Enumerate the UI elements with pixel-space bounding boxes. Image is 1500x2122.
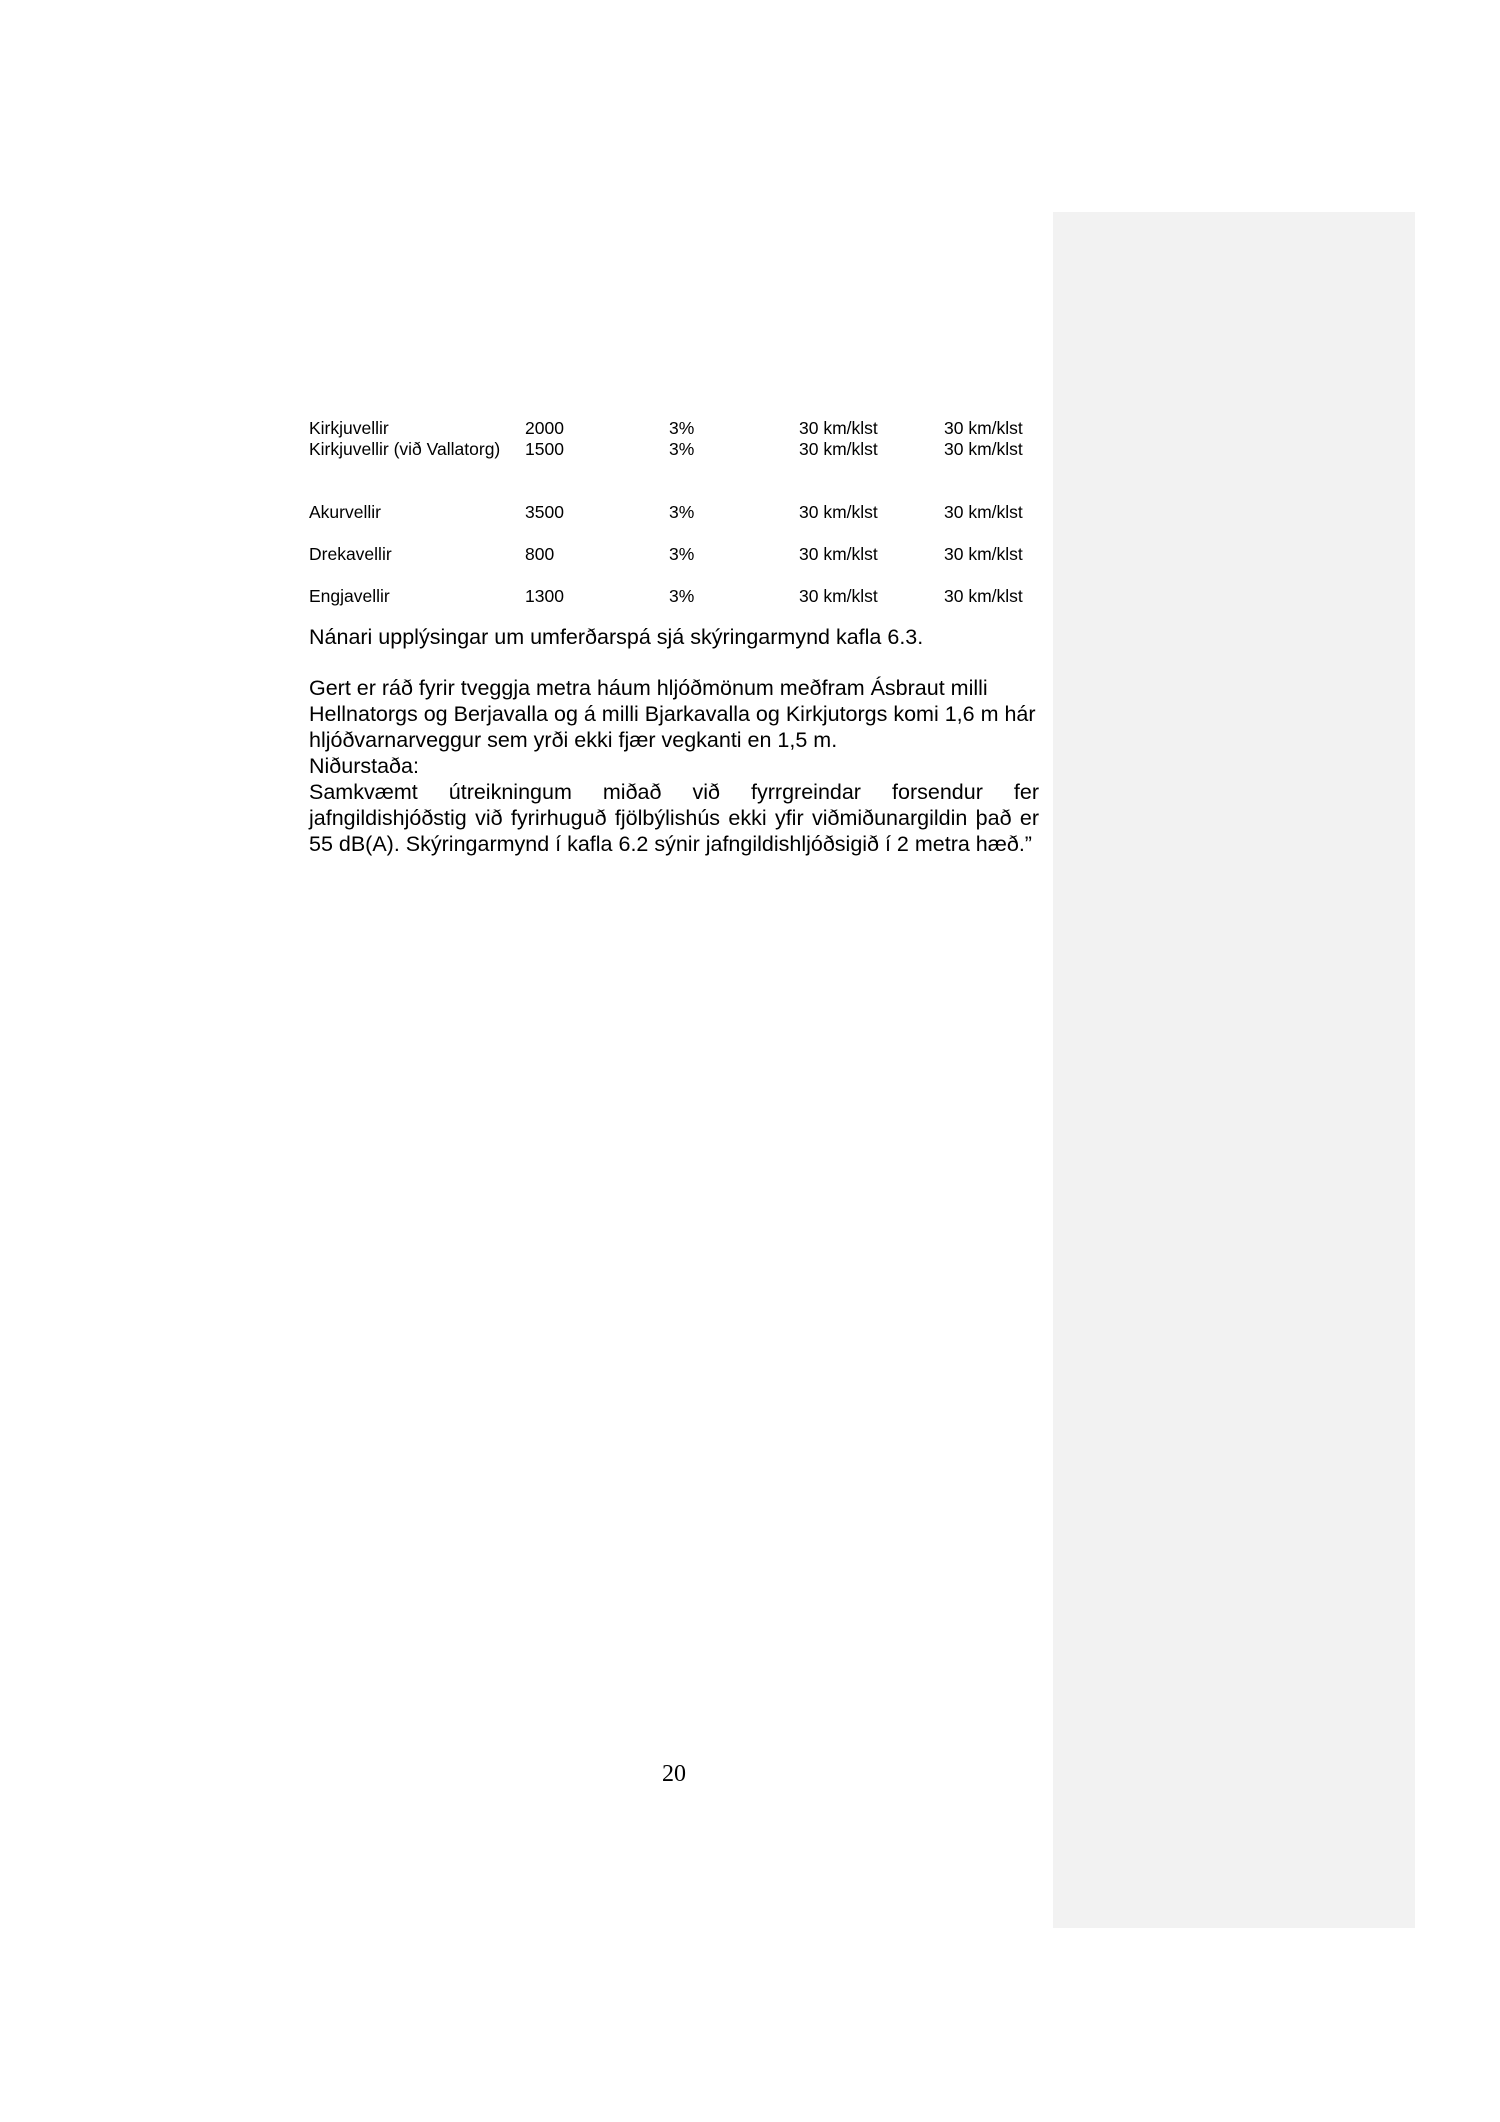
- traffic-table: [309, 418, 1039, 607]
- table-row: [309, 439, 1039, 481]
- street-name: Engjavellir: [309, 586, 390, 606]
- traffic-forecast-note: Nánari upplýsingar um umferðarspá sjá skýringarmynd kafla 6.3.: [309, 625, 924, 649]
- traffic-volume: 2000: [525, 418, 564, 438]
- heavy-vehicle-share: 3%: [669, 502, 695, 522]
- heavy-vehicle-share: 3%: [669, 586, 695, 606]
- traffic-volume: 1300: [525, 586, 564, 606]
- table-row: [309, 544, 1039, 565]
- traffic-volume: 3500: [525, 502, 564, 522]
- design-speed: 30 km/klst: [944, 544, 1023, 564]
- traffic-volume: 1500: [525, 439, 564, 459]
- street-name: Kirkjuvellir (við Vallatorg): [309, 439, 501, 459]
- heavy-vehicle-share: 3%: [669, 418, 695, 438]
- table-row: [309, 586, 1039, 607]
- street-name: Kirkjuvellir: [309, 418, 389, 438]
- street-name: Akurvellir: [309, 502, 381, 522]
- result-paragraph: Samkvæmt útreikningum miðað við fyrrgreindar forsendur fer jafngildishjóðstig við fyrirhuguð fjölbýlishús ekki yfir viðmiðunargildin það er 55 dB(A). Skýringarmynd í kafla 6.2 sýnir jafngildishljóðsigið í 2 metra hæð.”: [309, 780, 1039, 856]
- noise-barrier-paragraph: Gert er ráð fyrir tveggja metra háum hljóðmönum meðfram Ásbraut milli Hellnatorgs og Berjavalla og á milli Bjarkavalla og Kirkjutorgs komi 1,6 m hár hljóðvarnarveggur sem yrði ekki fjær vegkanti en 1,5 m.: [309, 676, 1036, 752]
- design-speed: 30 km/klst: [944, 502, 1023, 522]
- table-row: [309, 418, 1039, 439]
- page-number: 20: [662, 1761, 686, 1787]
- speed-limit: 30 km/klst: [799, 418, 878, 438]
- result-heading: Niðurstaða:: [309, 754, 419, 778]
- table-row: [309, 502, 1039, 523]
- design-speed: 30 km/klst: [944, 439, 1023, 459]
- design-speed: 30 km/klst: [944, 586, 1023, 606]
- speed-limit: 30 km/klst: [799, 502, 878, 522]
- speed-limit: 30 km/klst: [799, 439, 878, 459]
- heavy-vehicle-share: 3%: [669, 544, 695, 564]
- design-speed: 30 km/klst: [944, 418, 1023, 438]
- speed-limit: 30 km/klst: [799, 586, 878, 606]
- speed-limit: 30 km/klst: [799, 544, 878, 564]
- heavy-vehicle-share: 3%: [669, 439, 695, 459]
- traffic-volume: 800: [525, 544, 555, 564]
- comment-margin-panel: [1053, 212, 1415, 1928]
- street-name: Drekavellir: [309, 544, 392, 564]
